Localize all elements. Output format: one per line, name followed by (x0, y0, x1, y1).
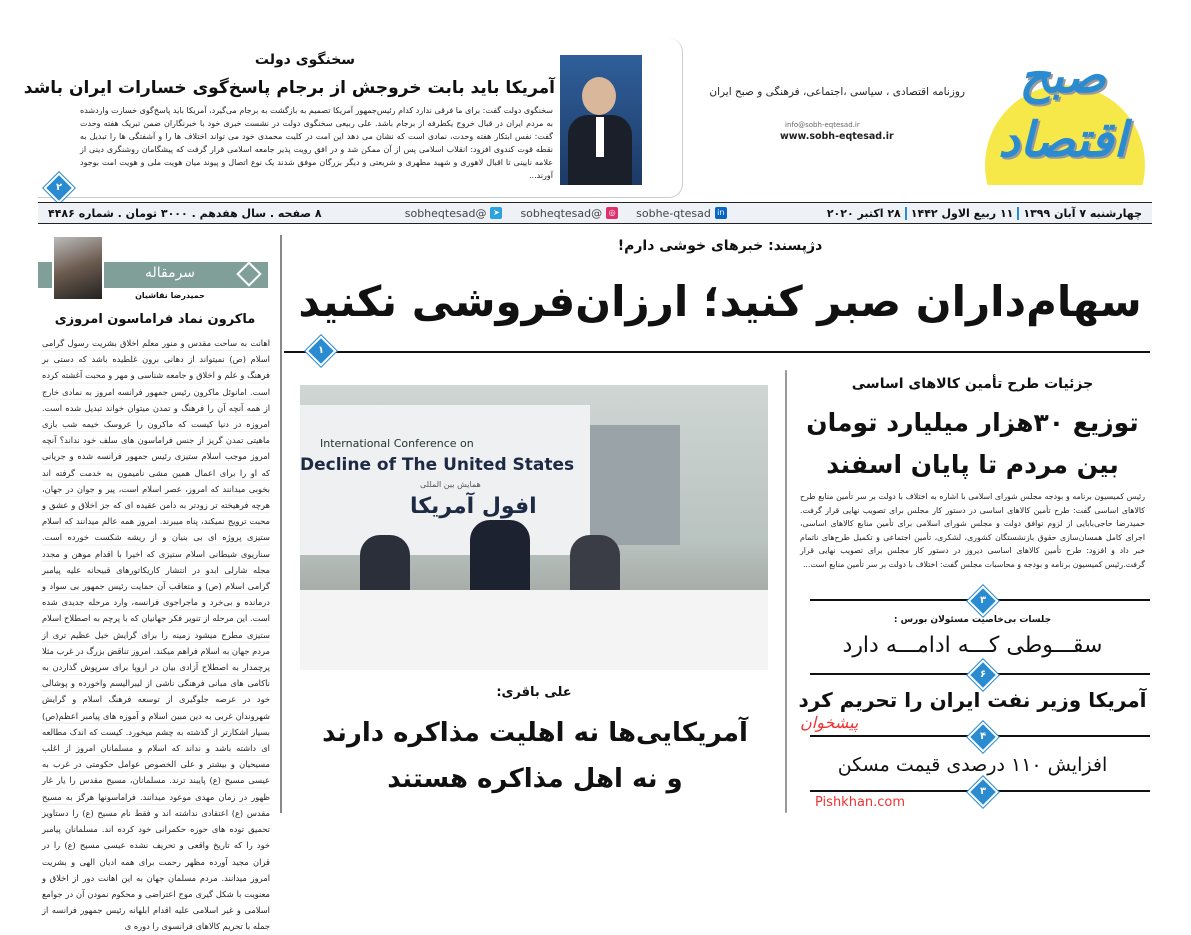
brief-headline[interactable]: افزایش ۱۱۰ درصدی قیمت مسکن (837, 754, 1108, 776)
masthead-email[interactable]: info@sobh-eqtesad.ir (785, 121, 860, 129)
main-rule (284, 351, 1150, 353)
main-headline[interactable]: سهام‌داران صبر کنید؛ ارزان‌فروشی نکنید (298, 277, 1142, 326)
telegram-link[interactable]: ➤ @sobheqtesad (405, 207, 503, 220)
info-bar (38, 202, 1152, 224)
right-story-headline-2[interactable]: بین مردم تا پایان اسفند (826, 450, 1119, 479)
instagram-link[interactable]: ◎ @sobheqtesad (520, 207, 618, 220)
page-badge[interactable]: ۱ (305, 335, 336, 366)
top-story-photo (560, 55, 642, 185)
masthead-website[interactable]: www.sobh-eqtesad.ir (780, 131, 894, 142)
telegram-icon: ➤ (490, 207, 502, 219)
date-gregorian: ۲۸ اکتبر ۲۰۲۰ (826, 206, 901, 220)
editorial-section: سرمقاله (144, 265, 196, 281)
page-badge[interactable]: ۳ (967, 585, 998, 616)
center-story-headline-1[interactable]: آمریکایی‌ها نه اهلیت مذاکره دارند (322, 718, 748, 748)
date-hijri: ۱۱ ربیع الاول ۱۴۴۲ (905, 207, 1018, 220)
page-badge[interactable]: ۴ (967, 721, 998, 752)
editorial-body: اهانت به ساحت مقدس و منور معلم اخلاق بشریت رسول گرامی اسلام (ص) نمیتواند از دهانی برون غلطیده باشد که دستی بر فرهنگ و علم و اخلاق و جامعه شناسی و مهر و محبت آغشته کرده است. امانوئل ماکرون رئیس جمهور فرانسه امروز به نمادی خارج از همه آنچه آن را فرهنگ و تمدن میتوان خواند تبدیل شده است. امروزه در دنیا کیست که ماکرون را عروسک خیمه شب بازی ماهیتی تمدن گریز از جنس فراماسون های سلف خود نداند؟ آنچه امروز موجب اسلام ستیزی رئیس جمهور فرانسه شده و جریانی که او را برای اعمال همین مشی ناميمون به خدمت گرفته اند بخوبی میدانند که امروز، عصر اسلام است، پیر و جوان در جهان، هرچه فرهیخته تر زودتر به دامن عقیده ای که جز اخلاق و عشق و محبت ترویج نمیکند، پناه میبرند. امروز همه عالم میدانند که اسلام ستیزی پروژه ای بی بنیان و از ریشه شکست خورده است. سناریوی شیطانی اسلام ستیزی که اخیرا با اقدام موهن و مجدد مجله شارلی ابدو در انتشار کاریکاتورهای قبیحانه علیه پیامبر گرامی اسلام (ص) و متعاقب آن حمایت رئیس جمهور بی سواد و درمانده و بی‌خرد و ماجراجوی فرانسه، وارد مرحله جدیدی شده است. این مرحله از تنویر فکر جهانیان که با پرچم به اصطلاح اسلام ستیزی مطرح میشود زمینه را برای گرایش خیل عظیم تری از مردم جهان به اسلام فراهم میکند. امروز تناقض بزرگ در غرب مثلا پرچمدار به اصطلاح آزادی بیان در اروپا برای سرپوش گذاردن به ناکامی های مبانی فرهنگی ناشی از لیبرالیسم واخورده و پوشالی خود در عرصه جلوگیری از توسعه فرهنگ اسلام و گرایش شهروندان غربی به دین مبین اسلام و آموزه های پیامبر اعظم(ص) بسیار اشکارتر از گذشته به چشم میخورد. کیست که اندک مطالعه ای داشته باشد و نداند که اسلام و مسلمانان امروز از اغلب مسیحیان و بیشتر و علی الخصوص عوامل حکومتی در غرب به عیسی مسیح (ع) پایبند ترند. مسلمانان، مسیح مقدس را یار غار ظهور در زمان مهدی موعود میدانند. فراماسونها هرگز به مسیح مقدس (ع) اعتقادی نداشته اند و فقط نام مسیح (ع) را دستاویز تحمیق توده های حوزه حکمرانی خود کرده اند. مسلمانان پیامبر خود را که تاریخ واقعی و تحریف نشده عیسی مسیح (ع) را در قران مجید آورده مظهر رحمت برای همه ادیان الهی و بشریت امروز میدانند. مردم مسلمان جهان به این اهانت دور از اخلاق و معنویت با شکل گیری موج اعتراضی و محکوم نمودن آن در جوامع اسلامی و غیر اسلامی علیه اقدام ابلهانه رئیس جمهور فرانسه از جمله با تحریم کالاهای فرانسوی را دوره ی (42, 335, 270, 813)
right-story-kicker: جزئیات طرح تأمین کالاهای اساسی (851, 376, 1094, 392)
top-story-kicker: سخنگوی دولت (254, 52, 356, 68)
instagram-icon: ◎ (606, 207, 618, 219)
author-photo (52, 235, 104, 301)
center-story-headline-2[interactable]: و نه اهل مذاکره هستند (387, 764, 683, 794)
top-story-headline[interactable]: آمریکا باید بابت خروجش از برجام پاسخ‌گوی خسارات ایران باشد (23, 78, 555, 98)
masthead-logo: صبح اقتصاد (998, 48, 1127, 168)
conference-photo[interactable] (300, 385, 768, 667)
linkedin-icon: in (715, 207, 727, 219)
right-story-headline-1[interactable]: توزیع ۳۰هزار میلیارد تومان (806, 408, 1139, 437)
editorial-title[interactable]: ماکرون نماد فراماسون امروزی (54, 312, 256, 327)
brief-headline[interactable]: آمریکا وزیر نفت ایران را تحریم کرد (798, 688, 1147, 712)
date-persian: چهارشنبه ۷ آبان ۱۳۹۹ (1017, 207, 1142, 220)
editorial-author: حمیدرضا نقاشیان (135, 291, 205, 300)
top-story-body: سخنگوی دولت گفت: برای ما فرقی ندارد کدام رئیس‌جمهور آمریکا تصمیم به بازگشت به برجام می‌گیرد، آمریکا باید پاسخ‌گوی خسارت واردشده به مردم ایران در قبال خروج یکطرفه از برجام باشد. علی ربیعی سخنگوی دولت در نشست خبری خود با خبرنگاران ضمن تبریک هفته وحدت گفت: نفس ابتکار هفته وحدت، نمادی است که نشان می دهد این امت در کلیت محمدی خود می تواند اختلاف ها را و آشفتگی ها را تبدیل به نقطه قوت کندوی افزود: انقلاب اسلامی پس از آن ممکن شد و در افق رویت پذیر جامعه اسلامی قرار گرفت که پیشگامان روشنگری دینی از علامه نایینی تا اقبال لاهوری و شهید مطهری و شریعتی و دیگر بزرگان موفق شدند یک نوع اتصال و پیوند میان هویت ملی و هویت امت بوجود آورند... (80, 106, 553, 180)
banner-text: International Conference on (320, 437, 474, 450)
column-divider (785, 370, 787, 813)
linkedin-link[interactable]: in sobhe-qtesad (636, 207, 727, 220)
right-story-body: رئیس کمیسیون برنامه و بودجه مجلس شورای اسلامی با اشاره به اختلاف با دولت بر سر تأمین منابع طرح کالاهای اساسی گفت: طرح تأمین کالاهای اساسی در دستور کار مجلس برای تصویب نهایی قرار گرفت. حمیدرضا حاجی‌بابایی از لزوم توافق دولت و مجلس شورای اسلامی برای تأمین منابع کالاهای اساسی، اجرای کامل همسان‌سازی حقوق بازنشستگان کشوری، لشکری، تأمین اجتماعی و تکمیل طرح‌های ناتمام خبر داد و افزود: طرح تأمین کالاهای اساسی دیروز در دستور کار مجلس برای تصویب نهایی قرار گرفت.رئیس کمیسیون برنامه و بودجه و محاسبات مجلس گفت: اختلاف با دولت بر سر تأمین منابع است... (800, 492, 1145, 569)
center-story-kicker: علی باقری: (496, 685, 572, 700)
banner-text: همایش بین المللی (420, 480, 481, 489)
banner-text: افول آمریکا (410, 494, 537, 519)
brief-kicker: جلسات بی‌خاصیت مسئولان بورس : (893, 615, 1052, 625)
page-badge[interactable]: ۲ (43, 172, 74, 203)
page-badge[interactable]: ۶ (967, 659, 998, 690)
brief-headline[interactable]: سقـــوطی کـــه ادامـــه دارد (842, 633, 1103, 658)
issue-info: ۸ صفحه . سال هفدهم . ۳۰۰۰ تومان . شماره ۴۴۸۶ (48, 206, 322, 220)
page-badge[interactable]: ۳ (967, 776, 998, 807)
main-kicker: دژپسند: خبرهای خوشی دارم! (617, 238, 823, 254)
watermark-url: Pishkhan.com (815, 795, 906, 810)
watermark-logo: پیشخوان (800, 713, 859, 732)
masthead-tagline: روزنامه اقتصادی ، سیاسی ،اجتماعی، فرهنگی و صبح ایران (709, 86, 965, 98)
banner-text: Decline of The United States (300, 455, 575, 475)
column-divider (280, 235, 282, 813)
